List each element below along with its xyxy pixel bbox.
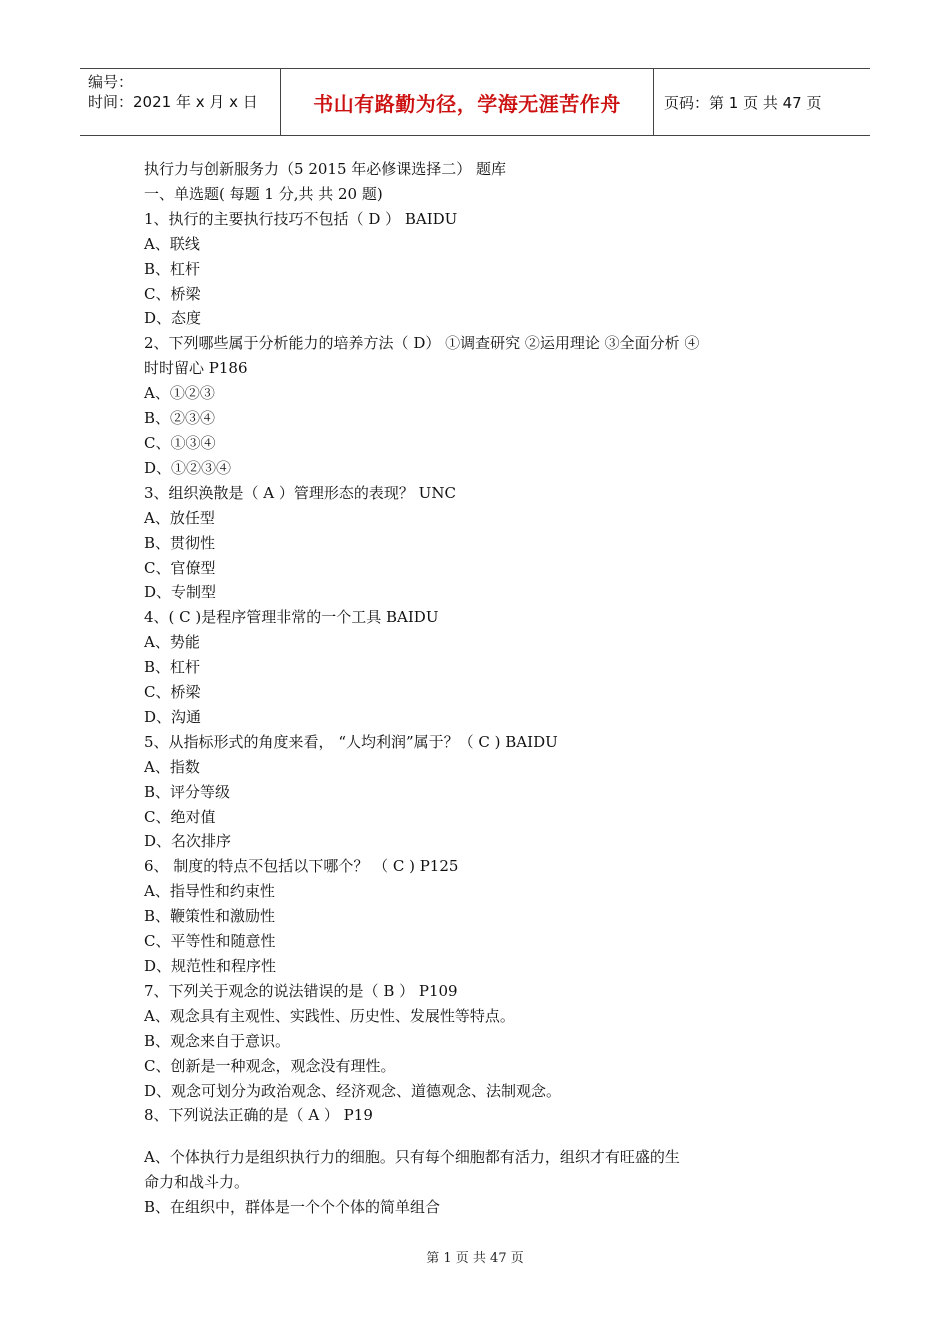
text-line: A、观念具有主观性、实践性、历史性、发展性等特点。	[144, 1006, 515, 1025]
text-line: B、②③④	[144, 409, 216, 428]
text-line: C、官僚型	[144, 558, 216, 577]
text-line: A、联线	[144, 234, 200, 253]
text-line: C、平等性和随意性	[144, 932, 276, 951]
text-line: A、势能	[144, 633, 200, 652]
text-line: 7、下列关于观念的说法错误的是（ B ） P109	[144, 981, 458, 1000]
text-line: C、桥梁	[144, 284, 201, 303]
text-line: B、贯彻性	[144, 533, 216, 552]
text-line: B、鞭策性和激励性	[144, 907, 276, 926]
document-time-label: 时间：2021 年 x 月 x 日	[88, 93, 258, 111]
text-line: D、①②③④	[144, 458, 232, 477]
text-line: D、观念可划分为政治观念、经济观念、道德观念、法制观念。	[144, 1081, 562, 1100]
text-line: C、桥梁	[144, 683, 201, 702]
text-line: C、①③④	[144, 433, 216, 452]
text-line: B、观念来自于意识。	[144, 1031, 291, 1050]
section-heading: 一、单选题( 每题 1 分,共 共 20 题)	[144, 184, 383, 203]
text-line: 5、从指标形式的角度来看， “人均利润”属于？（ C ) BAIDU	[144, 732, 558, 751]
document-title: 执行力与创新服务力（5 2015 年必修课选择二） 题库	[144, 160, 507, 178]
question-list	[144, 207, 794, 1129]
text-line: A、放任型	[144, 508, 215, 527]
text-line: 3、组织涣散是（ A ）管理形态的表现？ UNC	[144, 483, 456, 502]
question-list-continued	[144, 1145, 794, 1220]
text-line: A、指导性和约束性	[144, 882, 275, 901]
text-line: 6、 制度的特点不包括以下哪个？ （ C ) P125	[144, 857, 459, 876]
header-meta-cell	[80, 69, 281, 135]
paragraph-gap	[144, 1128, 794, 1145]
text-line: B、评分等级	[144, 782, 231, 801]
document-header	[80, 68, 870, 136]
header-motto: 书山有路勤为径，学海无涯苦作舟	[281, 69, 654, 135]
header-page-info: 页码：第 1 页 共 47 页	[664, 93, 822, 112]
text-line: B、在组织中，群体是一个个个体的简单组合	[144, 1198, 441, 1217]
text-line: C、绝对值	[144, 807, 216, 826]
text-line: 1、执行的主要执行技巧不包括（ D ） BAIDU	[144, 209, 458, 228]
text-line: A、①②③	[144, 384, 215, 403]
text-line: 8、下列说法正确的是（ A ） P19	[144, 1106, 373, 1125]
text-line: B、杠杆	[144, 259, 201, 278]
text-line: 命力和战斗力。	[144, 1173, 250, 1192]
text-line: D、专制型	[144, 583, 217, 602]
page-footer: 第 1 页 共 47 页	[426, 1251, 524, 1266]
document-body	[144, 157, 794, 1220]
document-number-label: 编号：	[88, 73, 134, 91]
text-line: B、杠杆	[144, 658, 201, 677]
text-line: A、指数	[144, 757, 200, 776]
text-line: D、规范性和程序性	[144, 957, 277, 975]
text-line: D、态度	[144, 309, 202, 328]
text-line: A、个体执行力是组织执行力的细胞。只有每个细胞都有活力，组织才有旺盛的生	[144, 1148, 680, 1167]
text-line: C、创新是一种观念，观念没有理性。	[144, 1056, 396, 1075]
text-line: D、名次排序	[144, 832, 232, 851]
text-line: 2、下列哪些属于分析能力的培养方法（ D） ①调查研究 ②运用理论 ③全面分析 ④	[144, 334, 700, 353]
text-line: 4、( C )是程序管理非常的一个工具 BAIDU	[144, 608, 439, 627]
text-line: D、沟通	[144, 707, 202, 726]
text-line: 时时留心 P186	[144, 359, 248, 378]
